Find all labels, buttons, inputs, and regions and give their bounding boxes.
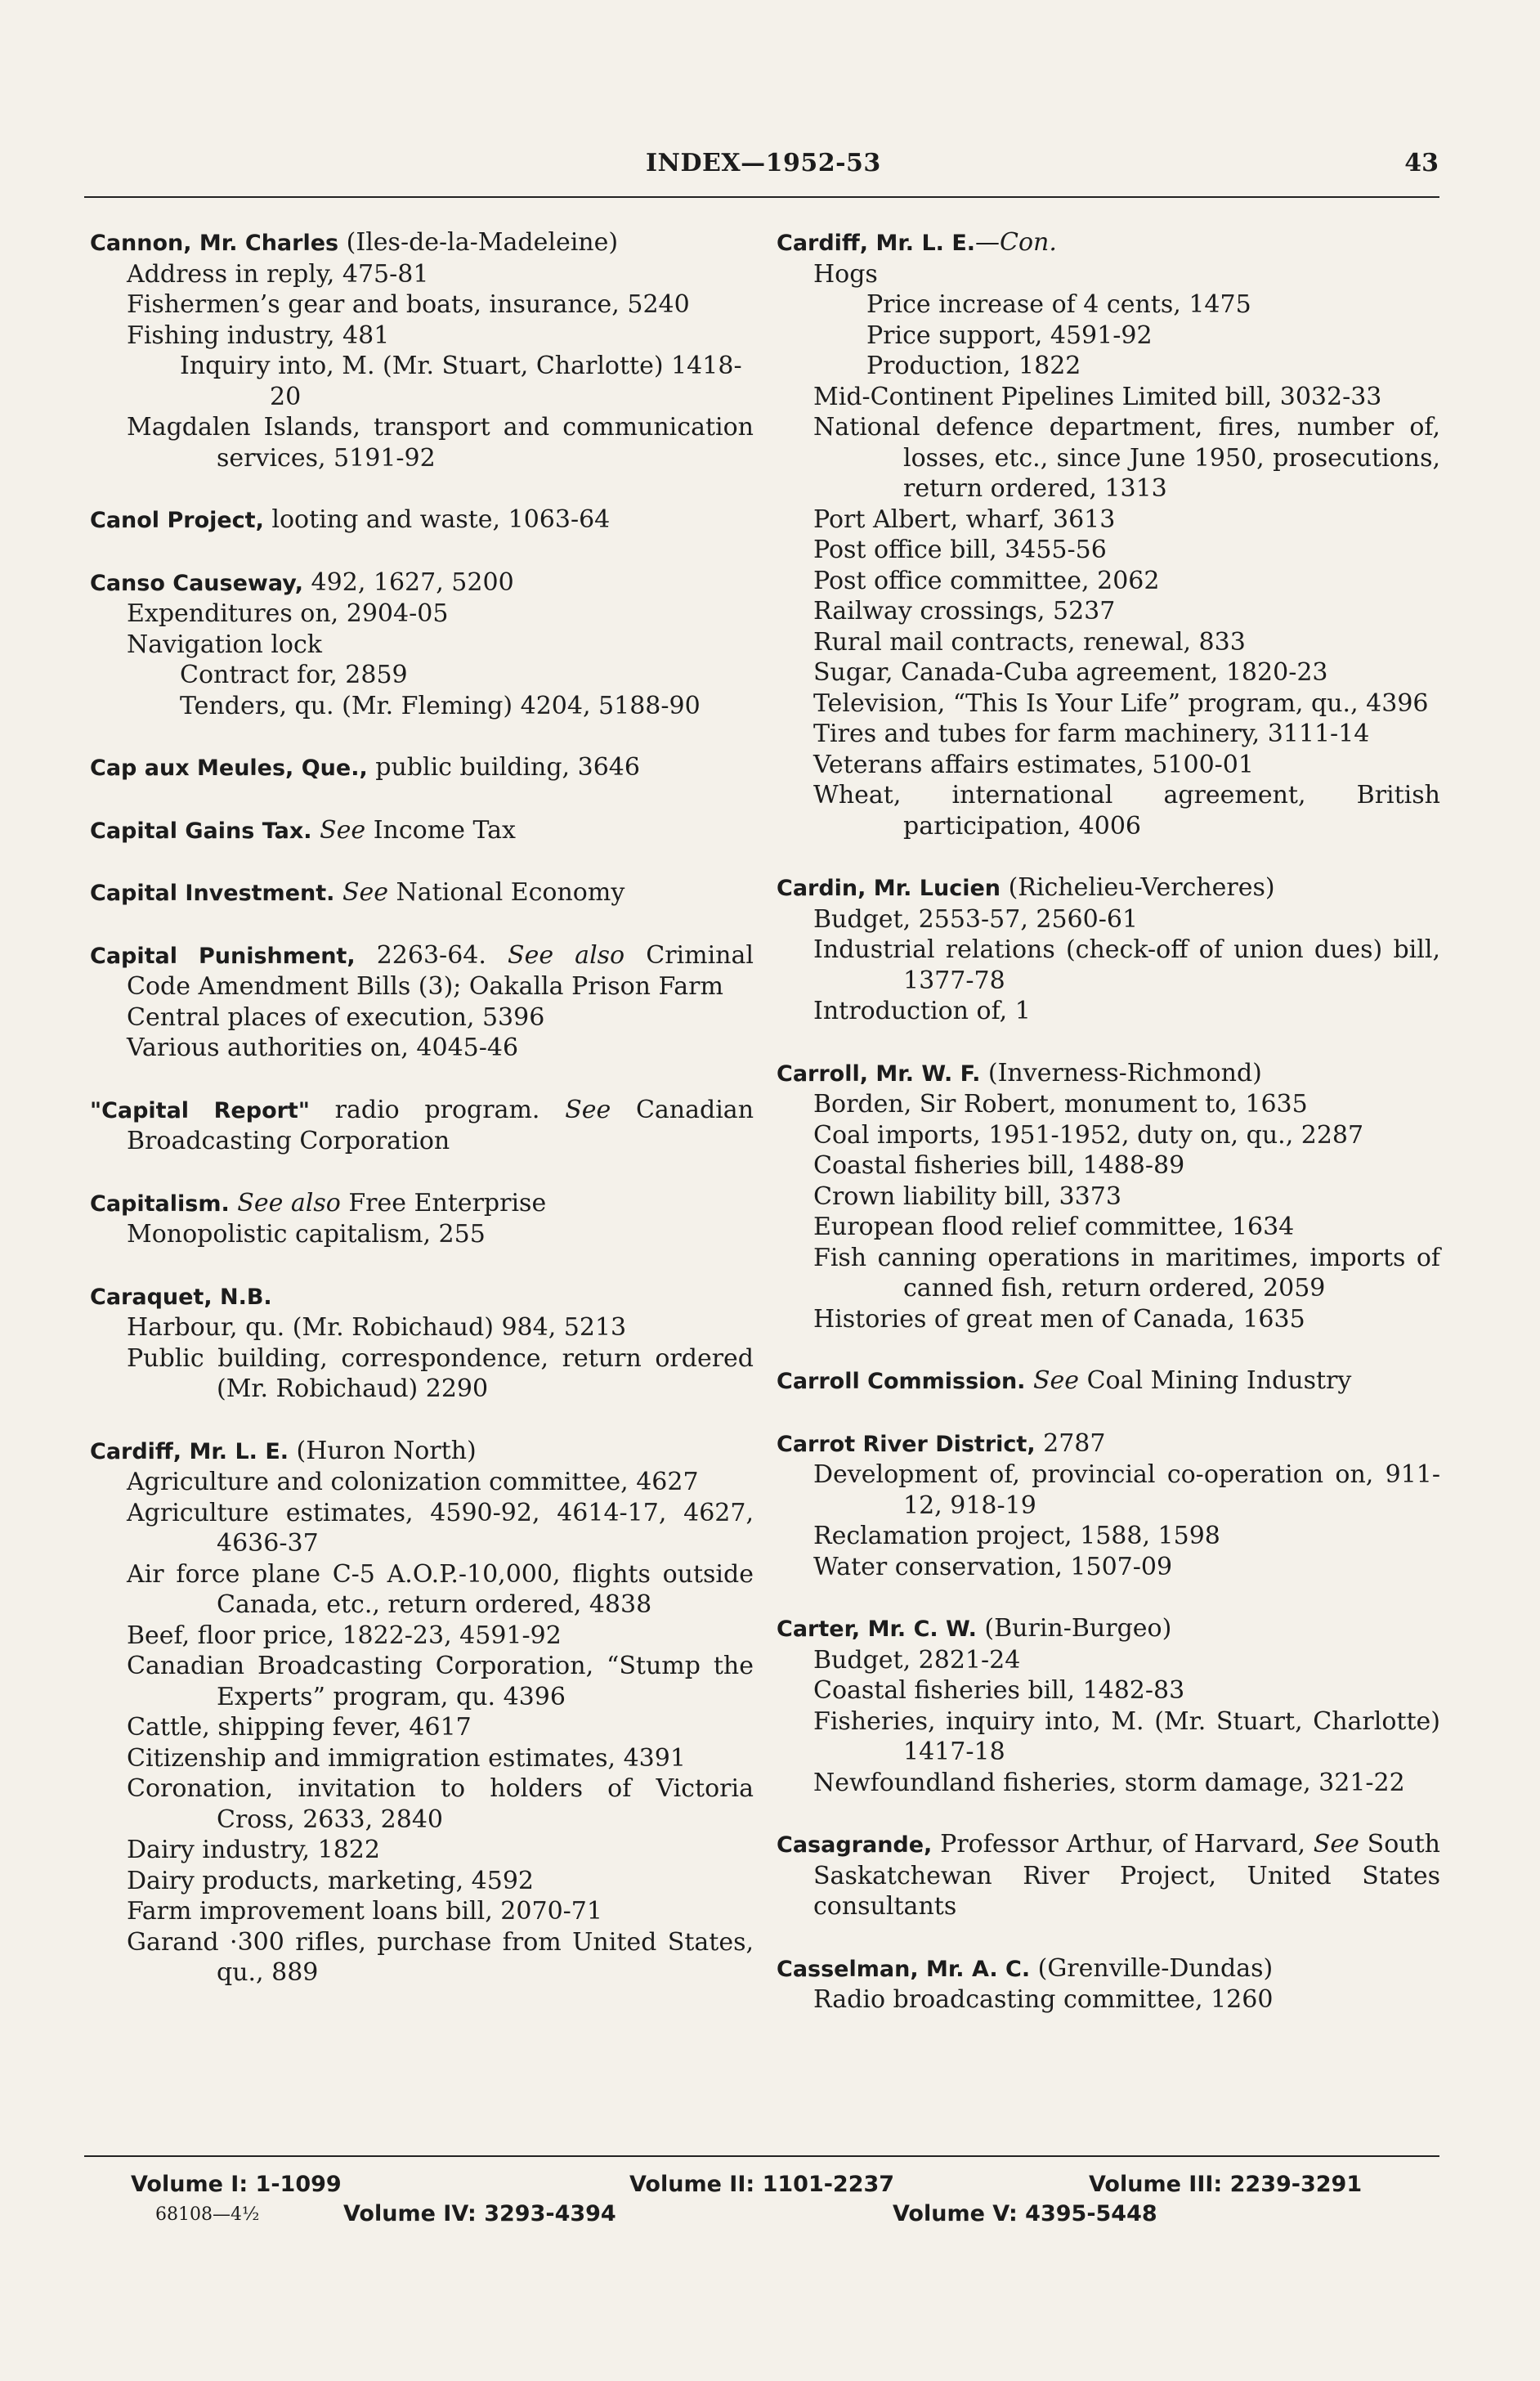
entry-text: 2263-64. bbox=[355, 940, 508, 970]
entry-text: Price support, 4591-92 bbox=[866, 321, 1153, 350]
index-entry bbox=[90, 504, 754, 536]
entry-heading-line bbox=[777, 1365, 1440, 1397]
volume-3-range: Volume III: 2239-3291 bbox=[1089, 2172, 1363, 2197]
entry-text: Coronation, invitation to holders of Victoria Cross, 2633, 2840 bbox=[127, 1774, 754, 1834]
entry-heading: Carroll Commission. bbox=[777, 1369, 1026, 1394]
entry-subheading-line bbox=[777, 750, 1440, 781]
entry-text: Air force plane C-5 A.O.P.-10,000, flights outside Canada, etc., return ordered, 4838 bbox=[127, 1559, 754, 1619]
index-entry bbox=[90, 752, 754, 784]
entry-text: Dairy industry, 1822 bbox=[127, 1836, 380, 1864]
entry-text: Tenders, qu. (Mr. Fleming) 4204, 5188-90 bbox=[180, 691, 701, 720]
entry-text: Coal imports, 1951-1952, duty on, qu., 2287 bbox=[813, 1120, 1364, 1150]
index-entry bbox=[777, 1613, 1440, 1798]
entry-subheading-line bbox=[777, 289, 1440, 321]
entry-subheading-line bbox=[90, 1559, 754, 1621]
entry-text: 492, 1627, 5200 bbox=[303, 567, 514, 597]
entry-subheading-line bbox=[777, 1304, 1440, 1335]
entry-heading: Capital Punishment, bbox=[90, 943, 356, 969]
entry-subheading-line bbox=[777, 596, 1440, 627]
entry-text: Public building, correspondence, return ordered (Mr. Robichaud) 2290 bbox=[127, 1343, 754, 1403]
entry-text: Fishermen’s gear and boats, insurance, 5240 bbox=[127, 290, 690, 319]
entry-subheading-line bbox=[777, 535, 1440, 566]
entry-subheading-line bbox=[777, 1768, 1440, 1799]
entry-subheading-line bbox=[777, 627, 1440, 658]
entry-subheading-line bbox=[777, 1212, 1440, 1243]
entry-heading-line bbox=[90, 877, 754, 909]
entry-heading: Cardiff, Mr. L. E. bbox=[90, 1438, 289, 1464]
entry-text: public building, 3646 bbox=[367, 753, 640, 782]
entry-text: Income Tax bbox=[365, 815, 516, 845]
entry-text: Criminal Code Amendment Bills (3); Oakalla Prison Farm bbox=[127, 940, 754, 1001]
volume-footer bbox=[131, 2165, 1406, 2247]
entry-text: Magdalen Islands, transport and communication services, 5191-92 bbox=[127, 413, 754, 473]
index-column-right bbox=[777, 227, 1440, 2047]
entry-text: Introduction of, 1 bbox=[813, 997, 1031, 1025]
entry-subheading-line bbox=[777, 1645, 1440, 1676]
entry-subheading-line bbox=[90, 1219, 754, 1250]
index-entry bbox=[90, 567, 754, 722]
entry-subheading-line bbox=[777, 780, 1440, 841]
entry-heading: Carter, Mr. C. W. bbox=[777, 1616, 977, 1642]
entry-heading: Canso Causeway, bbox=[90, 570, 304, 596]
entry-text: Agriculture and colonization committee, 4627 bbox=[127, 1468, 699, 1496]
entry-heading: Cardin, Mr. Lucien bbox=[777, 876, 1001, 901]
entry-subheading-line bbox=[90, 1467, 754, 1498]
entry-subheading-line bbox=[90, 1927, 754, 1989]
entry-text: (Richelieu-Vercheres) bbox=[1001, 873, 1275, 902]
entry-text: Canadian Broadcasting Corporation, “Stump the Experts” program, qu. 4396 bbox=[127, 1652, 754, 1711]
entry-heading: Caraquet, N.B. bbox=[90, 1284, 272, 1310]
entry-text: Industrial relations (check-off of union dues) bill, 1377-78 bbox=[813, 935, 1440, 995]
entry-heading-line bbox=[90, 1436, 754, 1468]
entry-text: European flood relief committee, 1634 bbox=[813, 1213, 1295, 1241]
cross-reference: See bbox=[320, 815, 366, 845]
entry-subheading-line bbox=[90, 1743, 754, 1774]
entry-text: Professor Arthur, of Harvard, bbox=[932, 1830, 1314, 1859]
entry-text bbox=[334, 878, 342, 907]
entry-text bbox=[1025, 1366, 1033, 1395]
entry-text: National Economy bbox=[388, 878, 625, 907]
entry-text: Price increase of 4 cents, 1475 bbox=[866, 290, 1251, 319]
entry-text: Fishing industry, 481 bbox=[127, 321, 390, 350]
entry-subheading-line bbox=[777, 1243, 1440, 1304]
entry-heading: Cap aux Meules, Que., bbox=[90, 756, 368, 781]
entry-text: Central places of execution, 5396 bbox=[127, 1002, 545, 1032]
entry-text: Garand ·300 rifles, purchase from United States, qu., 889 bbox=[127, 1927, 754, 1987]
page-header bbox=[90, 149, 1439, 196]
header-rule bbox=[84, 196, 1439, 198]
running-title: INDEX—1952-53 bbox=[646, 149, 881, 177]
entry-subheading-line bbox=[777, 351, 1440, 382]
entry-subheading-line bbox=[777, 412, 1440, 504]
entry-heading: Canol Project, bbox=[90, 508, 264, 533]
entry-text: Coastal fisheries bill, 1482-83 bbox=[813, 1676, 1185, 1705]
index-entry bbox=[90, 227, 754, 473]
entry-text: Cattle, shipping fever, 4617 bbox=[127, 1713, 472, 1742]
cross-reference: See bbox=[342, 878, 388, 907]
entry-text: Dairy products, marketing, 4592 bbox=[127, 1866, 535, 1895]
entry-heading-line bbox=[90, 1095, 754, 1157]
volume-2-range: Volume II: 1101-2237 bbox=[629, 2172, 895, 2197]
entry-text: (Iles-de-la-Madeleine) bbox=[338, 228, 619, 257]
index-entry bbox=[90, 1095, 754, 1157]
entry-text: Beef, floor price, 1822-23, 4591-92 bbox=[127, 1621, 562, 1650]
cross-reference: See bbox=[1313, 1830, 1359, 1859]
entry-subheading-line bbox=[777, 719, 1440, 750]
entry-text: Port Albert, wharf, 3613 bbox=[813, 504, 1116, 534]
index-entry bbox=[90, 940, 754, 1064]
entry-text: Mid-Continent Pipelines Limited bill, 3032-33 bbox=[813, 382, 1382, 411]
entry-text: Television, “This Is Your Life” program, qu., 4396 bbox=[813, 688, 1429, 718]
entry-heading: Capitalism. bbox=[90, 1190, 230, 1217]
entry-text: Water conservation, 1507-09 bbox=[813, 1552, 1173, 1581]
entry-heading: Carrot River District, bbox=[777, 1431, 1036, 1457]
entry-subheading-line bbox=[777, 935, 1440, 996]
entry-subheading-line bbox=[90, 1621, 754, 1652]
entry-subheading-line bbox=[777, 904, 1440, 935]
entry-heading: Cannon, Mr. Charles bbox=[90, 231, 339, 256]
cross-reference: See bbox=[565, 1095, 611, 1124]
entry-subheading-line bbox=[777, 1521, 1440, 1552]
entry-text: Canadian Broadcasting Corporation bbox=[127, 1095, 754, 1155]
entry-heading: Cardiff, Mr. L. E. bbox=[777, 231, 976, 256]
entry-text: Crown liability bill, 3373 bbox=[813, 1182, 1121, 1211]
index-entry bbox=[777, 1365, 1440, 1397]
entry-subheading-line bbox=[777, 566, 1440, 597]
entry-heading-line bbox=[90, 940, 754, 1002]
entry-subheading-line bbox=[777, 1182, 1440, 1213]
entry-subheading-line bbox=[90, 660, 754, 691]
entry-heading-line bbox=[90, 504, 754, 536]
index-entry bbox=[777, 227, 1440, 841]
entry-heading-line bbox=[777, 1058, 1440, 1090]
entry-subheading-line bbox=[777, 1706, 1440, 1768]
entry-subheading-line bbox=[90, 1896, 754, 1927]
entry-text: (Grenville-Dundas) bbox=[1030, 1953, 1274, 1983]
entry-heading-line bbox=[90, 227, 754, 259]
entry-text: Citizenship and immigration estimates, 4391 bbox=[127, 1743, 686, 1773]
cross-reference: See also bbox=[508, 940, 625, 970]
entry-heading-line bbox=[90, 567, 754, 599]
entry-subheading-line bbox=[777, 1552, 1440, 1583]
index-entry bbox=[90, 1281, 754, 1405]
entry-text: Free Enterprise bbox=[340, 1188, 547, 1217]
entry-subheading-line bbox=[90, 1773, 754, 1835]
index-entry bbox=[777, 1428, 1440, 1583]
entry-subheading-line bbox=[90, 1312, 754, 1343]
index-column-left bbox=[90, 227, 754, 2020]
entry-heading-line bbox=[90, 752, 754, 784]
entry-subheading-line bbox=[777, 321, 1440, 352]
entry-subheading-line bbox=[777, 1089, 1440, 1120]
entry-heading-line bbox=[777, 1428, 1440, 1460]
entry-subheading-line bbox=[90, 1712, 754, 1743]
entry-text: (Burin-Burgeo) bbox=[976, 1614, 1172, 1643]
page-number: 43 bbox=[1404, 149, 1439, 177]
cross-reference: Con. bbox=[1000, 228, 1057, 257]
entry-subheading-line bbox=[777, 1984, 1440, 2016]
entry-heading-line bbox=[90, 1281, 754, 1313]
entry-subheading-line bbox=[90, 1343, 754, 1405]
cross-reference: See also bbox=[237, 1188, 341, 1217]
footer-rule bbox=[84, 2155, 1439, 2157]
entry-subheading-line bbox=[777, 1150, 1440, 1182]
entry-subheading-line bbox=[90, 1835, 754, 1866]
index-entry bbox=[777, 872, 1440, 1027]
entry-text: Railway crossings, 5237 bbox=[813, 597, 1116, 626]
volume-1-range: Volume I: 1-1099 bbox=[131, 2172, 342, 2197]
entry-subheading-line bbox=[90, 1498, 754, 1559]
entry-heading-line bbox=[90, 815, 754, 847]
entry-text: Inquiry into, M. (Mr. Stuart, Charlotte) 1418-20 bbox=[180, 352, 742, 411]
entry-text: Navigation lock bbox=[127, 630, 322, 659]
entry-heading: Casselman, Mr. A. C. bbox=[777, 1956, 1031, 1982]
print-code: 68108—4½ bbox=[155, 2204, 260, 2225]
index-entry bbox=[777, 1058, 1440, 1335]
entry-text: Budget, 2821-24 bbox=[813, 1645, 1021, 1675]
index-entry bbox=[90, 877, 754, 909]
entry-text bbox=[230, 1189, 238, 1217]
entry-text: Hogs bbox=[813, 259, 878, 289]
entry-text: Post office committee, 2062 bbox=[813, 566, 1160, 595]
entry-subheading-line bbox=[90, 259, 754, 290]
entry-subheading-line bbox=[777, 657, 1440, 688]
entry-text: Production, 1822 bbox=[866, 352, 1081, 380]
entry-text: Wheat, international agreement, British participation, 4006 bbox=[813, 781, 1440, 841]
entry-subheading-line bbox=[90, 412, 754, 473]
entry-text: Agriculture estimates, 4590-92, 4614-17, 4627, 4636-37 bbox=[127, 1498, 754, 1558]
entry-text: 2787 bbox=[1035, 1428, 1106, 1458]
entry-text: Farm improvement loans bill, 2070-71 bbox=[127, 1897, 602, 1926]
entry-text: Coal Mining Industry bbox=[1079, 1366, 1352, 1395]
entry-subheading-line bbox=[777, 996, 1440, 1027]
index-entry bbox=[90, 1436, 754, 1989]
entry-heading: Capital Investment. bbox=[90, 881, 335, 906]
entry-subheading-line bbox=[90, 351, 754, 412]
entry-heading: Capital Gains Tax. bbox=[90, 818, 312, 844]
entry-subheading-line bbox=[90, 1866, 754, 1897]
entry-heading-line bbox=[90, 1188, 754, 1220]
entry-text: Fish canning operations in maritimes, imports of canned fish, return ordered, 2059 bbox=[813, 1243, 1440, 1303]
entry-text: Address in reply, 475-81 bbox=[127, 259, 429, 289]
entry-text: Fisheries, inquiry into, M. (Mr. Stuart, Charlotte) 1417-18 bbox=[813, 1706, 1440, 1766]
entry-text: Sugar, Canada-Cuba agreement, 1820-23 bbox=[813, 658, 1328, 687]
index-entry bbox=[777, 1829, 1440, 1922]
entry-subheading-line bbox=[90, 321, 754, 352]
entry-text: Radio broadcasting committee, 1260 bbox=[813, 1985, 1274, 2014]
cross-reference: See bbox=[1032, 1366, 1080, 1395]
entry-heading-line bbox=[777, 872, 1440, 904]
index-entry bbox=[90, 1188, 754, 1250]
entry-subheading-line bbox=[90, 289, 754, 321]
entry-subheading-line bbox=[90, 599, 754, 630]
entry-text: Various authorities on, 4045-46 bbox=[127, 1034, 519, 1062]
entry-text: Rural mail contracts, renewal, 833 bbox=[813, 627, 1246, 657]
volume-4-range: Volume IV: 3293-4394 bbox=[343, 2201, 616, 2226]
entry-text: Coastal fisheries bill, 1488-89 bbox=[813, 1151, 1185, 1180]
entry-text: — bbox=[975, 228, 1001, 257]
volume-5-range: Volume V: 4395-5448 bbox=[893, 2201, 1157, 2226]
entry-text: Newfoundland fisheries, storm damage, 321-22 bbox=[813, 1768, 1405, 1797]
entry-heading: "Capital Report" bbox=[90, 1097, 310, 1123]
entry-text: Reclamation project, 1588, 1598 bbox=[813, 1522, 1220, 1550]
entry-heading: Casagrande, bbox=[777, 1832, 933, 1858]
entry-text: Budget, 2553-57, 2560-61 bbox=[813, 904, 1139, 934]
entry-subheading-line bbox=[90, 1002, 754, 1034]
entry-text: Contract for, 2859 bbox=[180, 661, 408, 689]
entry-subheading-line bbox=[90, 1651, 754, 1712]
entry-text: Expenditures on, 2904-05 bbox=[127, 599, 449, 628]
entry-text: Post office bill, 3455-56 bbox=[813, 536, 1107, 564]
entry-text: (Inverness-Richmond) bbox=[980, 1058, 1262, 1087]
entry-subheading-line bbox=[90, 630, 754, 661]
entry-subheading-line bbox=[777, 259, 1440, 290]
entry-text: Tires and tubes for farm machinery, 3111-14 bbox=[813, 720, 1370, 748]
entry-subheading-line bbox=[777, 382, 1440, 413]
entry-text: Borden, Sir Robert, monument to, 1635 bbox=[813, 1090, 1308, 1119]
entry-heading-line bbox=[777, 1953, 1440, 1985]
entry-text: looting and waste, 1063-64 bbox=[263, 505, 611, 534]
entry-subheading-line bbox=[90, 1033, 754, 1064]
entry-subheading-line bbox=[90, 691, 754, 722]
entry-heading-line bbox=[777, 1829, 1440, 1922]
entry-subheading-line bbox=[777, 688, 1440, 720]
index-entry bbox=[90, 815, 754, 847]
entry-heading-line bbox=[777, 1613, 1440, 1645]
entry-heading-line bbox=[777, 227, 1440, 259]
entry-subheading-line bbox=[777, 1120, 1440, 1151]
entry-text: Harbour, qu. (Mr. Robichaud) 984, 5213 bbox=[127, 1313, 627, 1342]
entry-text: Veterans affairs estimates, 5100-01 bbox=[813, 750, 1254, 779]
entry-heading: Carroll, Mr. W. F. bbox=[777, 1060, 981, 1087]
entry-text: National defence department, fires, number of, losses, etc., since June 1950, prosecutions, return ordered, 1313 bbox=[813, 413, 1440, 503]
entry-text: South Saskatchewan River Project, United States consultants bbox=[813, 1830, 1440, 1921]
index-entry bbox=[777, 1953, 1440, 2016]
entry-text bbox=[312, 816, 320, 845]
entry-text: Monopolistic capitalism, 255 bbox=[127, 1220, 486, 1249]
entry-text: Histories of great men of Canada, 1635 bbox=[813, 1304, 1305, 1334]
entry-subheading-line bbox=[777, 504, 1440, 536]
entry-text: radio program. bbox=[309, 1095, 566, 1124]
entry-text: Development of, provincial co-operation on, 911-12, 918-19 bbox=[813, 1460, 1440, 1520]
entry-subheading-line bbox=[777, 1460, 1440, 1521]
entry-subheading-line bbox=[777, 1675, 1440, 1706]
entry-text: (Huron North) bbox=[289, 1436, 477, 1465]
